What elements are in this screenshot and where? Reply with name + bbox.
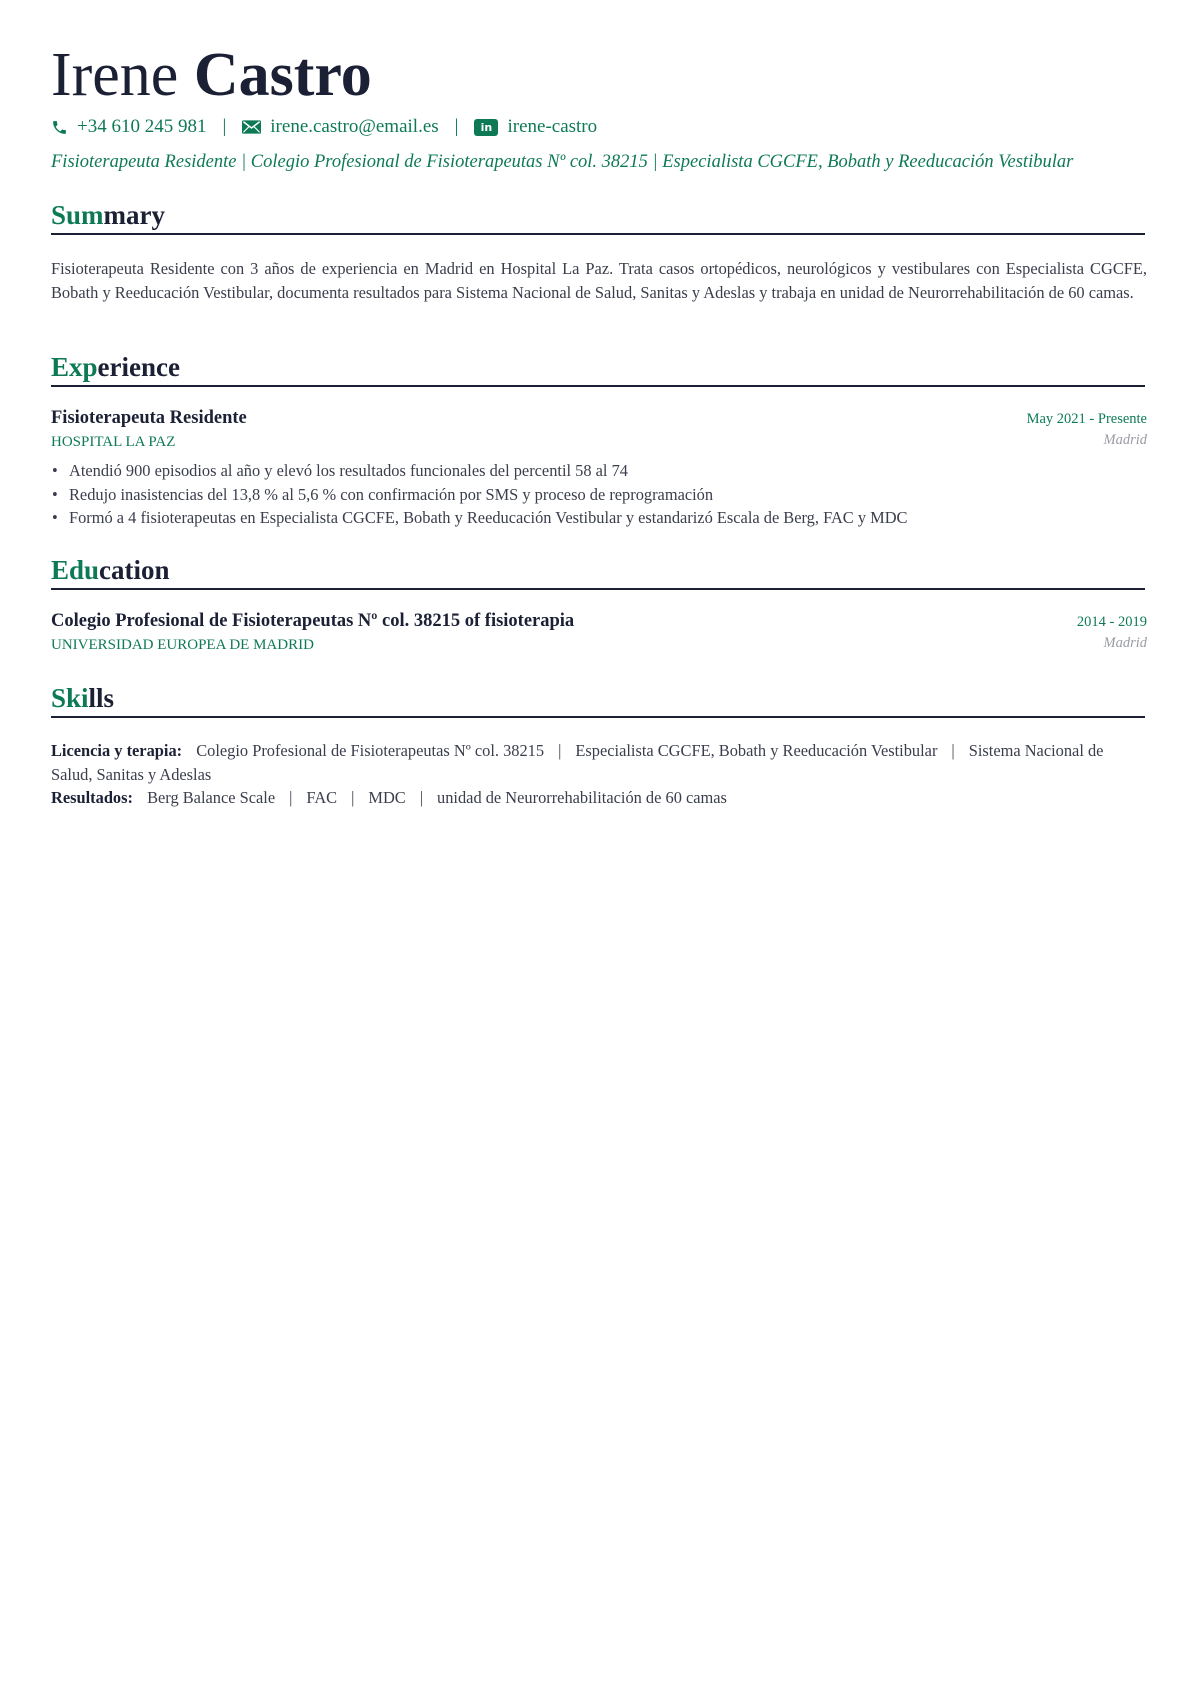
section-title-skills — [51, 682, 1145, 718]
job-title: Fisioterapeuta Residente — [51, 408, 247, 428]
job-achievements — [51, 459, 907, 530]
list-item: • Formó a 4 fisioterapeutas en Especialista CGCFE, Bobath y Reeducación Vestibular y estandarizó Escala de Berg, FAC y MDC — [51, 506, 907, 530]
contact-separator: | — [454, 116, 459, 137]
skill-item: FAC — [306, 788, 338, 807]
candidate-name — [51, 40, 372, 110]
skill-item: MDC — [368, 788, 406, 807]
contact-linkedin[interactable] — [474, 116, 597, 138]
envelope-icon — [242, 120, 261, 134]
skills-list — [51, 739, 1147, 810]
section-title-education — [51, 554, 1145, 590]
section-title-experience — [51, 351, 1145, 387]
last-name: Castro — [193, 41, 372, 109]
degree-title: Colegio Profesional de Fisioterapeutas Nº col. 38215 of fisioterapia — [51, 611, 575, 631]
section-title-summary — [51, 199, 1145, 235]
education-dates: 2014 - 2019 — [1076, 614, 1147, 630]
skill-group — [51, 739, 1147, 786]
contact-bar — [51, 114, 597, 140]
skill-item: Colegio Profesional de Fisioterapeutas Nº col. 38215 — [196, 741, 545, 760]
section-title-accent: Sum — [51, 200, 104, 230]
section-title-rest: mary — [103, 200, 166, 230]
contact-separator: | — [222, 116, 227, 137]
section-title-accent: Exp — [51, 352, 98, 382]
linkedin-icon: in — [474, 119, 498, 136]
contact-phone[interactable] — [51, 116, 206, 138]
linkedin-text: irene-castro — [507, 116, 598, 137]
list-item: • Atendió 900 episodios al año y elevó los resultados funcionales del percentil 58 al 74 — [51, 459, 907, 483]
list-item: • Redujo inasistencias del 13,8 % al 5,6 % con confirmación por SMS y proceso de reprogramación — [51, 483, 907, 507]
headline: Fisioterapeuta Residente | Colegio Profesional de Fisioterapeutas Nº col. 38215 | Especialista CGCFE, Bobath y Reeducación Vestibular — [51, 152, 1074, 172]
first-name: Irene — [51, 41, 179, 109]
contact-email[interactable] — [242, 116, 438, 138]
job-employer: HOSPITAL LA PAZ — [51, 434, 176, 450]
section-title-accent: Ski — [51, 683, 89, 713]
skill-separator: | — [951, 741, 955, 760]
job-location: Madrid — [1103, 432, 1147, 448]
email-text: irene.castro@email.es — [270, 116, 439, 137]
skill-item: Sistema Nacional de Salud, Sanitas y Adeslas — [51, 741, 1104, 784]
job-dates: May 2021 - Presente — [1026, 411, 1147, 427]
skill-separator: | — [289, 788, 293, 807]
summary-text: Fisioterapeuta Residente con 3 años de experiencia en Madrid en Hospital La Paz. Trata casos ortopédicos, neurológicos y vestibulares con Especialista CGCFE, Bobath y Reeducación Vestibular, documenta resultados para Sistema Nacional de Salud, Sanitas y Adeslas y trabaja en unidad de Neurorrehabilitación de 60 camas. — [51, 259, 1147, 302]
skill-group-label: Resultados: — [51, 788, 133, 807]
skill-group — [51, 786, 1147, 810]
section-title-rest: erience — [97, 352, 180, 382]
skill-item: Especialista CGCFE, Bobath y Reeducación Vestibular — [575, 741, 938, 760]
education-location: Madrid — [1103, 635, 1147, 651]
school-name: UNIVERSIDAD EUROPEA DE MADRID — [51, 637, 314, 653]
skill-separator: | — [351, 788, 355, 807]
phone-icon — [51, 119, 68, 136]
skill-group-label: Licencia y terapia: — [51, 741, 183, 760]
section-title-rest: cation — [99, 555, 170, 585]
phone-text: +34 610 245 981 — [77, 116, 207, 137]
skill-item: unidad de Neurorrehabilitación de 60 camas — [437, 788, 727, 807]
section-title-accent: Edu — [51, 555, 100, 585]
skill-separator: | — [419, 788, 424, 807]
section-title-rest: lls — [88, 683, 115, 713]
skill-item: Berg Balance Scale — [147, 788, 276, 807]
skill-separator: | — [558, 741, 562, 760]
